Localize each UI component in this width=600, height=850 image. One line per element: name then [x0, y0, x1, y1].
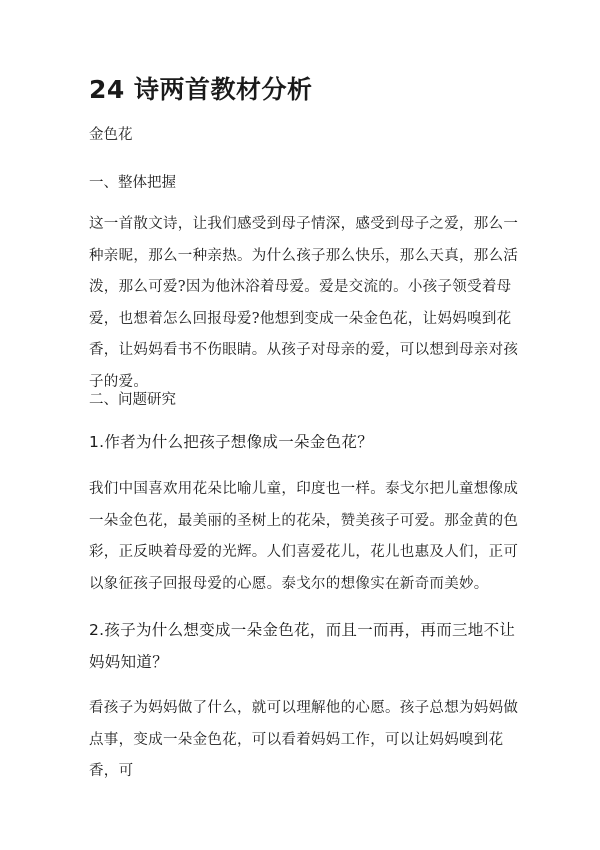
subtitle: 金色花	[89, 127, 133, 143]
question-1: 1.作者为什么把孩子想像成一朵金色花？	[89, 433, 373, 451]
section1-paragraph: 这一首散文诗，让我们感受到母子情深，感受到母子之爱，那么一种亲昵，那么一种亲热。为什么孩子那么快乐，那么天真，那么活泼，那么可爱?因为他沐浴着母爱。爱是交流的。小孩子领受着母爱，也想着怎么回报母爱?他想到变成一朵金色花，让妈妈嗅到花香，让妈妈看书不伤眼睛。从孩子对母亲的爱，可以想到母亲对孩子的爱。	[89, 216, 519, 390]
document-title: 24 诗两首教材分析	[89, 75, 313, 104]
answer-2: 看孩子为妈妈做了什么，就可以理解他的心愿。孩子总想为妈妈做点事，变成一朵金色花，可以看着妈妈工作，可以让妈妈嗅到花香，可	[89, 700, 519, 779]
answer-1: 我们中国喜欢用花朵比喻儿童，印度也一样。泰戈尔把儿童想像成一朵金色花，最美丽的圣树上的花朵，赞美孩子可爱。那金黄的色彩，正反映着母爱的光辉。人们喜爱花儿，花儿也惠及人们，正可以象征孩子回报母爱的心愿。泰戈尔的想像实在新奇而美妙。	[89, 481, 519, 592]
section2-heading: 二、问题研究	[89, 392, 176, 408]
section1-heading: 一、整体把握	[89, 175, 176, 191]
question-2: 2.孩子为什么想变成一朵金色花，而且一而再，再而三地不让妈妈知道？	[89, 621, 516, 671]
